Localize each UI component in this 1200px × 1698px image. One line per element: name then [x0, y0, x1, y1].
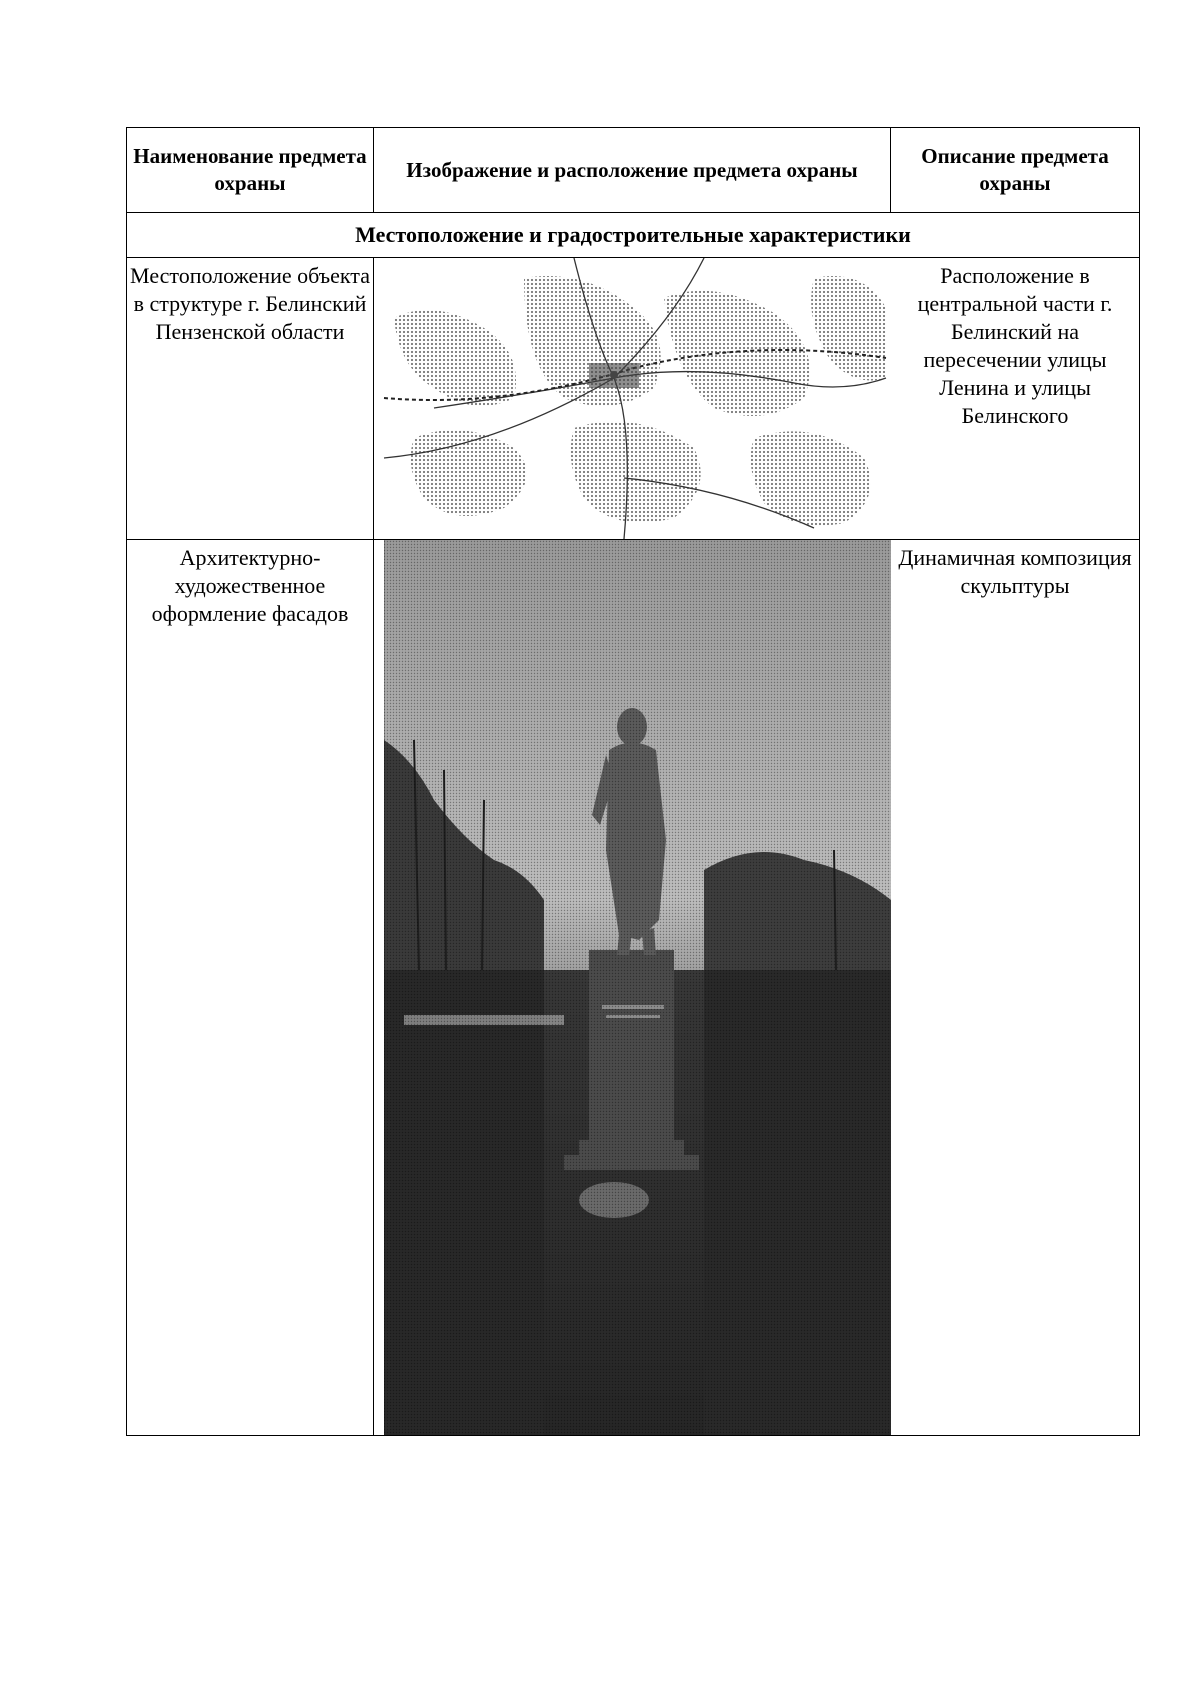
row-name: [127, 258, 374, 540]
monument-photo-image: [374, 540, 891, 1436]
row-description: [891, 258, 1140, 540]
row-description-text: Динамичная композиция скульптуры: [898, 545, 1132, 598]
row-name: [127, 540, 374, 1436]
section-title: Местоположение и градостроительные характеристики: [127, 213, 1140, 258]
location-map: [374, 258, 891, 539]
table-row: [127, 540, 1140, 1436]
monument-photo: [374, 540, 891, 1435]
section-row: [127, 213, 1140, 258]
table-header-row: [127, 128, 1140, 213]
row-description: [891, 540, 1140, 1436]
row-description-text: Расположение в центральной части г. Белинский на пересечении улицы Ленина и улицы Белинского: [917, 263, 1113, 428]
header-name: Наименование предмета охраны: [127, 128, 374, 213]
location-map-image: [374, 258, 891, 540]
row-name-text: Архитектурно-художественное оформление фасадов: [151, 545, 349, 626]
row-name-text: Местоположение объекта в структуре г. Белинский Пензенской области: [130, 263, 370, 344]
header-description: Описание предмета охраны: [891, 128, 1140, 213]
table-row: [127, 258, 1140, 540]
protection-subject-table: [126, 127, 1140, 1436]
header-image: Изображение и расположение предмета охраны: [374, 128, 891, 213]
